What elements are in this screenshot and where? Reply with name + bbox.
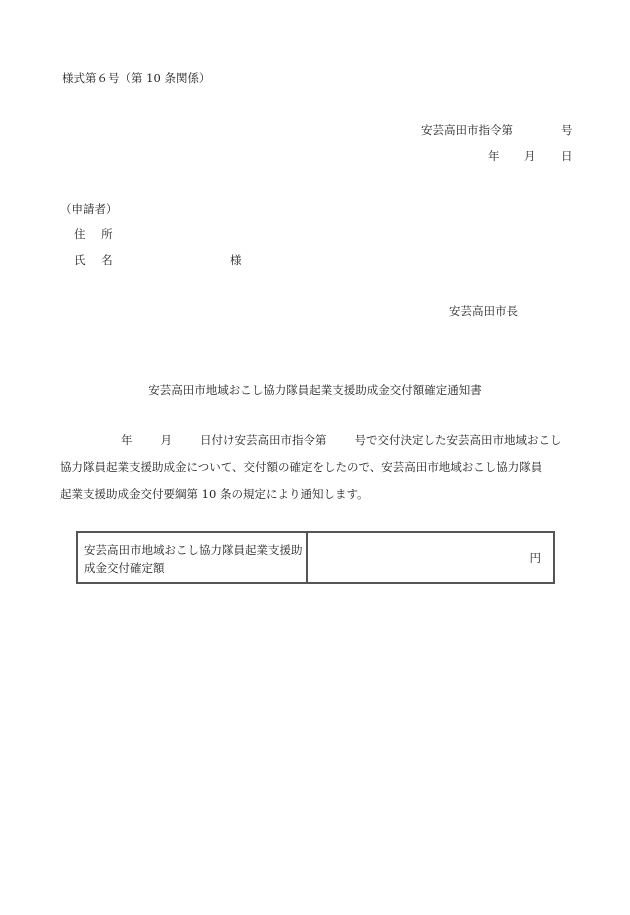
body-month-label: 月 (160, 433, 172, 447)
document-number-prefix: 安芸高田市指令第 (421, 123, 513, 137)
body-line-1 (121, 435, 562, 447)
honorific: 様 (230, 253, 242, 267)
date-month-label: 月 (524, 149, 536, 163)
address-label: 住 所 (74, 227, 119, 241)
amount-table (76, 531, 555, 584)
amount-label: 安芸高田市地域おこし協力隊員起業支援助成金交付確定額 (78, 533, 308, 582)
name-label: 氏 名 (74, 253, 119, 267)
form-number: 様式第６号（第 10 条関係） (62, 71, 211, 85)
amount-unit: 円 (529, 551, 541, 565)
body-year-label: 年 (121, 433, 133, 447)
date-day-label: 日 (561, 149, 573, 163)
date-year-label: 年 (488, 149, 500, 163)
document-title: 安芸高田市地域おこし協力隊員起業支援助成金交付額確定通知書 (148, 383, 482, 397)
body-line-2: 協力隊員起業支援助成金について、交付額の確定をしたので、安芸高田市地域おこし協力隊員 (60, 460, 543, 474)
body-text-a: 日付け安芸高田市指令第 (200, 433, 327, 447)
body-line-3: 起業支援助成金交付要綱第 10 条の規定により通知します。 (60, 487, 369, 501)
applicant-heading: （申請者） (60, 202, 118, 216)
amount-value-cell (308, 533, 553, 582)
body-text-b: 号で交付決定した安芸高田市地域おこし (354, 433, 562, 447)
issuer: 安芸高田市長 (449, 304, 518, 318)
document-number-suffix: 号 (561, 123, 573, 137)
